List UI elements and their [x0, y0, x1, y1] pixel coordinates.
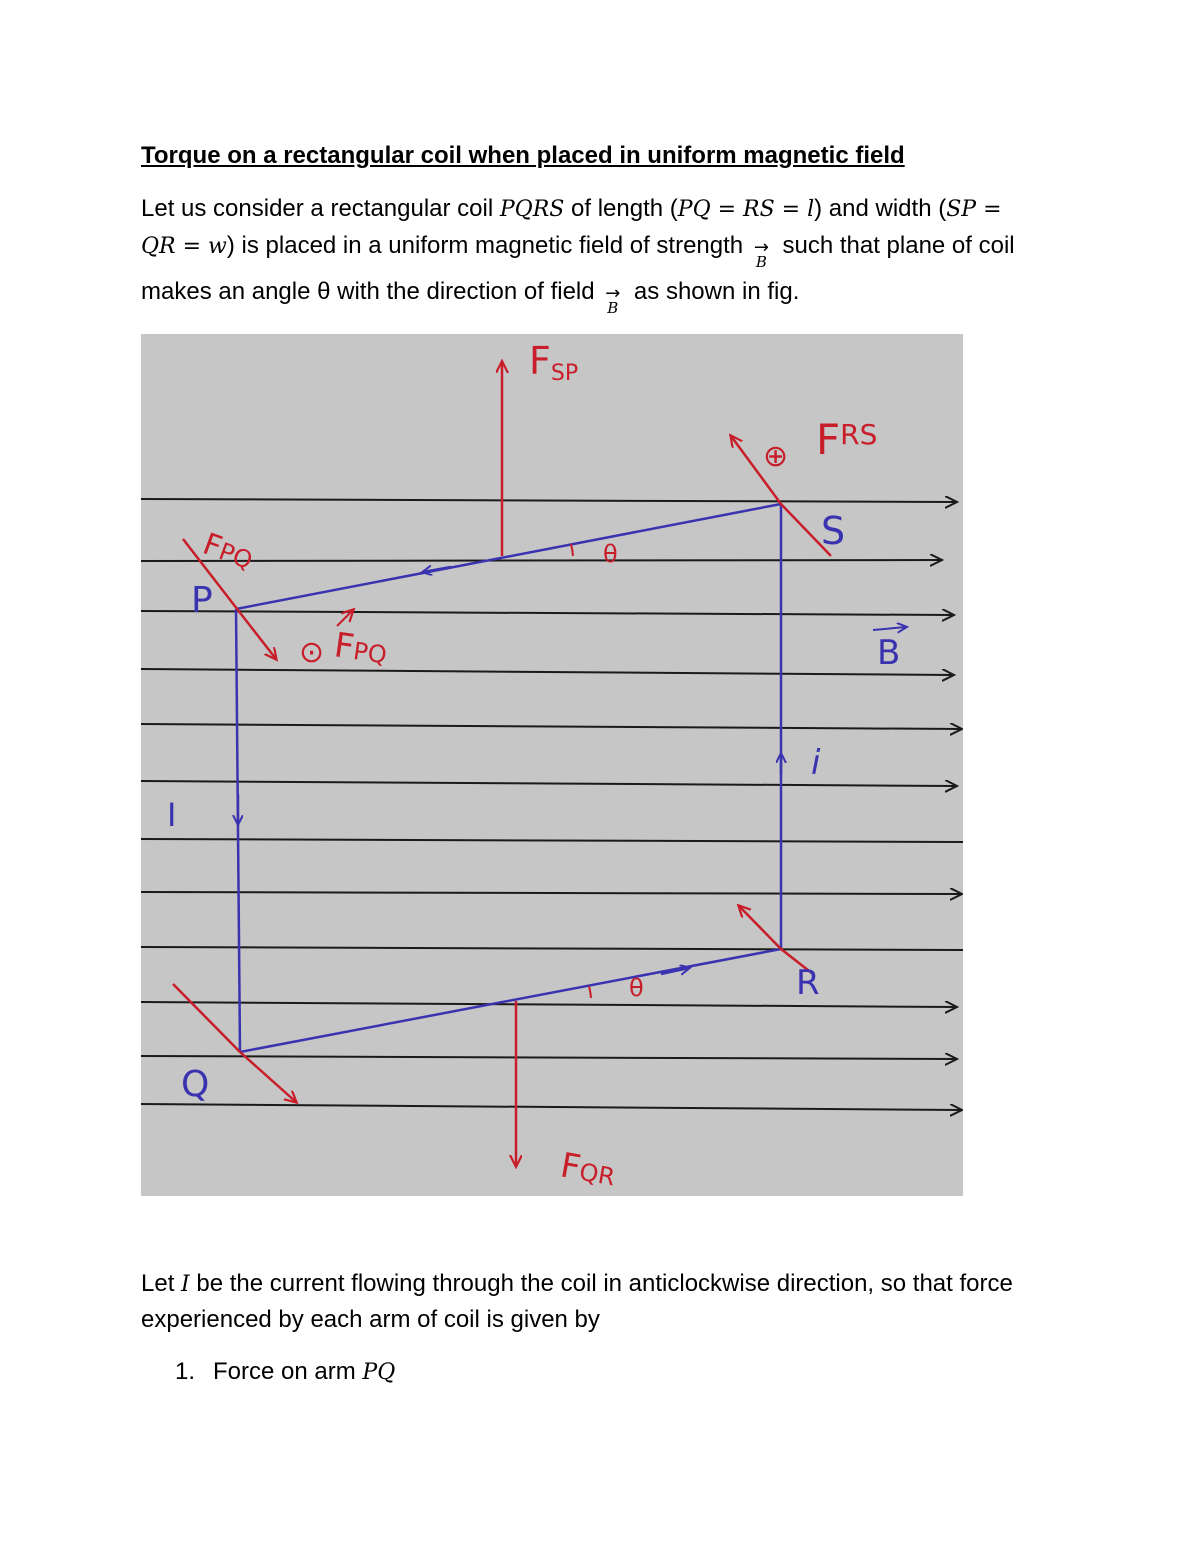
math-span: PQ: [677, 197, 711, 222]
label-f-pq-top: FPQ: [198, 526, 257, 575]
label-theta-top: θ: [603, 540, 618, 568]
math-span: l: [807, 197, 815, 222]
label-p: P: [191, 580, 213, 621]
label-theta-bottom: θ: [629, 974, 644, 1002]
coil: [236, 504, 781, 1052]
text-span: makes an angle θ with the direction of field: [141, 278, 602, 305]
paragraph2-line-1: [141, 1270, 1013, 1298]
math-span: PQ: [362, 1360, 396, 1385]
field-line: [141, 839, 963, 842]
b-vector-arrow: [873, 627, 906, 630]
list-text: Force on arm: [213, 1358, 363, 1385]
paragraph-line-2: [141, 232, 1015, 271]
coil-side-ps: [236, 504, 781, 609]
list-item: [175, 1358, 395, 1386]
force-pq-down-arrow: [241, 614, 276, 659]
field-line: [141, 947, 963, 950]
text-span: Let us consider a rectangular coil: [141, 195, 500, 222]
coil-side-qr: [240, 949, 781, 1052]
text-span: of length (: [564, 195, 678, 222]
coil-figure: [141, 334, 963, 1196]
paragraph-line-1: [141, 195, 1002, 223]
label-f-qr: FQR: [557, 1145, 618, 1192]
vector-arrow: →: [605, 283, 621, 304]
math-span: RS: [743, 197, 775, 222]
math-span: =: [976, 197, 1002, 222]
text-span: Let: [141, 1270, 182, 1297]
force-q-line: [173, 984, 240, 1052]
label-s: S: [821, 509, 846, 553]
label-current-left: I: [167, 796, 177, 834]
list-number: 1.: [175, 1358, 196, 1385]
vector-b: [750, 237, 776, 271]
math-span: w: [208, 234, 227, 259]
figure-labels: [167, 339, 906, 1194]
math-span: QR: [141, 234, 176, 259]
page-heading: Torque on a rectangular coil when placed in uniform magnetic field: [141, 142, 905, 169]
label-b-field: B: [877, 633, 901, 673]
math-span: =: [774, 197, 808, 222]
field-line: [141, 892, 961, 894]
theta-arc-bottom: [589, 986, 591, 998]
theta-arc-top: [571, 544, 573, 556]
vector-symbol: B: [607, 299, 619, 317]
field-line: [141, 1056, 956, 1059]
label-current-right: i: [811, 743, 821, 783]
paragraph-line-3: [141, 278, 800, 317]
text-span: ) is placed in a uniform magnetic field of strength: [226, 232, 750, 259]
text-span: be the current flowing through the coil in anticlockwise direction, so that force: [189, 1270, 1013, 1297]
label-f-rs: $F^{RS}$: [816, 415, 878, 464]
math-span: SP: [946, 197, 977, 222]
vector-arrow: →: [753, 237, 769, 258]
math-span: PQRS: [499, 197, 565, 222]
label-f-pq-mid: FPQ: [331, 625, 389, 670]
field-line: [141, 724, 961, 729]
label-cross-symbol: ⊕: [763, 439, 789, 474]
math-span: =: [710, 197, 744, 222]
text-span: ) and width (: [814, 195, 947, 222]
field-line: [141, 1104, 961, 1110]
vector-symbol: B: [755, 253, 767, 271]
field-line: [141, 669, 953, 675]
force-q-arrow: [240, 1052, 296, 1102]
paragraph2-line-2: experienced by each arm of coil is given by: [141, 1306, 600, 1333]
text-span: as shown in fig.: [627, 278, 800, 305]
text-span: such that plane of coil: [775, 232, 1015, 259]
field-line: [141, 781, 956, 786]
coil-side-pq: [236, 609, 240, 1052]
label-f-sp: FSP: [529, 339, 579, 386]
label-r: R: [796, 963, 820, 1003]
force-r-arrow: [739, 906, 781, 949]
coil-diagram: [141, 334, 963, 1196]
label-dot-symbol: ⊙: [299, 635, 325, 670]
math-span: =: [175, 234, 209, 259]
label-q: Q: [181, 1064, 210, 1105]
math-span: I: [181, 1272, 190, 1297]
field-line: [141, 611, 953, 615]
field-lines: [141, 499, 963, 1110]
vector-b: [601, 283, 627, 317]
field-line: [141, 560, 941, 561]
field-line: [141, 499, 956, 502]
field-line: [141, 1002, 956, 1007]
